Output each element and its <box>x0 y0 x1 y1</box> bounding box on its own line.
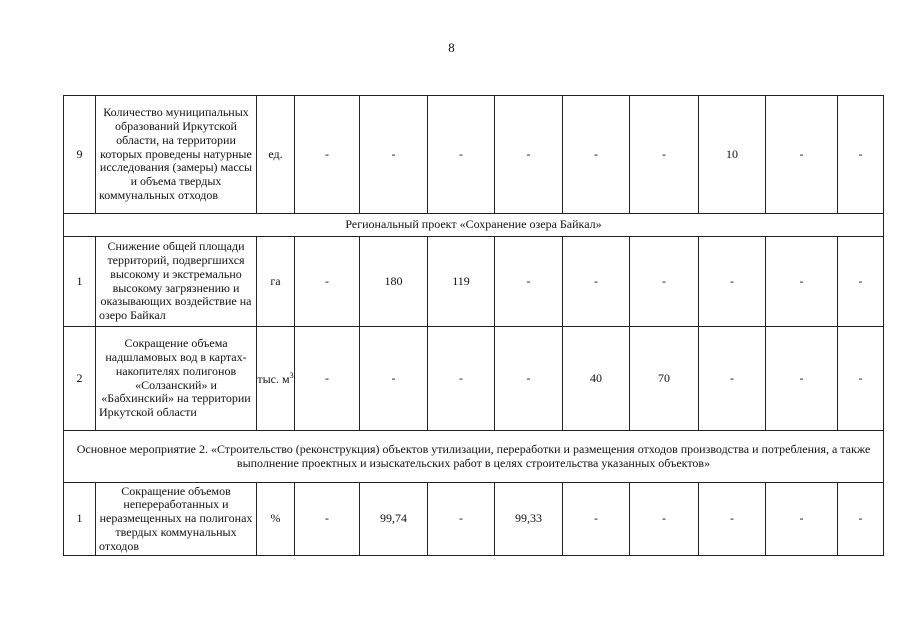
value-cell: - <box>838 237 884 327</box>
value-cell: 180 <box>360 237 428 327</box>
value-cell: 10 <box>699 96 766 214</box>
value-cell: - <box>295 327 360 431</box>
value-cell: - <box>838 96 884 214</box>
value-cell: - <box>699 237 766 327</box>
value-cell: - <box>495 237 563 327</box>
value-cell: - <box>699 327 766 431</box>
section-heading: Основное мероприятие 2. «Строительство (реконструкция) объектов утилизации, переработки и размещения отходов производства и потребления, а также выполнение проектных и изыскательских работ в целях строительства указанных объектов» <box>64 431 884 483</box>
value-cell: - <box>766 327 838 431</box>
table-row <box>64 237 884 327</box>
value-cell: - <box>428 327 495 431</box>
value-cell: - <box>295 483 360 556</box>
value-cell: - <box>360 96 428 214</box>
value-cell: 40 <box>563 327 630 431</box>
indicator-name: Сокращение объемов непереработанных и неразмещенных на полигонах твердых коммунальных отходов <box>96 483 257 556</box>
value-cell: - <box>630 483 699 556</box>
value-cell: - <box>495 96 563 214</box>
indicators-table <box>63 95 884 556</box>
value-cell: - <box>295 96 360 214</box>
value-cell: - <box>428 483 495 556</box>
value-cell: - <box>295 237 360 327</box>
value-cell: - <box>360 327 428 431</box>
indicator-name: Сокращение объема надшламовых вод в картах-накопителях полигонов «Солзанский» и «Бабхинский» на территории Иркутской области <box>96 327 257 431</box>
section-heading: Региональный проект «Сохранение озера Байкал» <box>64 214 884 237</box>
value-cell: - <box>428 96 495 214</box>
unit-superscript: 3 <box>289 370 294 380</box>
value-cell: - <box>563 483 630 556</box>
row-number: 1 <box>64 237 96 327</box>
section-row <box>64 214 884 237</box>
value-cell: - <box>495 327 563 431</box>
value-cell: 99,33 <box>495 483 563 556</box>
table-row <box>64 483 884 556</box>
unit-cell <box>257 327 295 431</box>
indicator-name: Снижение общей площади территорий, подвергшихся высокому и экстремально высокому загрязнению и оказывающих воздействие на озеро Байкал <box>96 237 257 327</box>
value-cell: - <box>766 237 838 327</box>
value-cell: - <box>766 96 838 214</box>
value-cell: - <box>563 237 630 327</box>
row-number: 9 <box>64 96 96 214</box>
page-number: 8 <box>448 40 455 55</box>
value-cell: - <box>630 96 699 214</box>
value-cell: - <box>630 237 699 327</box>
section-row <box>64 431 884 483</box>
row-number: 2 <box>64 327 96 431</box>
unit-cell: % <box>257 483 295 556</box>
unit-text: тыс. м <box>257 371 290 386</box>
value-cell: - <box>766 483 838 556</box>
row-number: 1 <box>64 483 96 556</box>
indicator-name: Количество муниципальных образований Иркутской области, на территории которых проведены натурные исследования (замеры) массы и объема твердых коммунальных отходов <box>96 96 257 214</box>
table-row <box>64 96 884 214</box>
value-cell: - <box>699 483 766 556</box>
unit-cell: ед. <box>257 96 295 214</box>
value-cell: - <box>838 327 884 431</box>
value-cell: - <box>563 96 630 214</box>
unit-cell: га <box>257 237 295 327</box>
value-cell: 119 <box>428 237 495 327</box>
value-cell: - <box>838 483 884 556</box>
value-cell: 70 <box>630 327 699 431</box>
value-cell: 99,74 <box>360 483 428 556</box>
table-row <box>64 327 884 431</box>
